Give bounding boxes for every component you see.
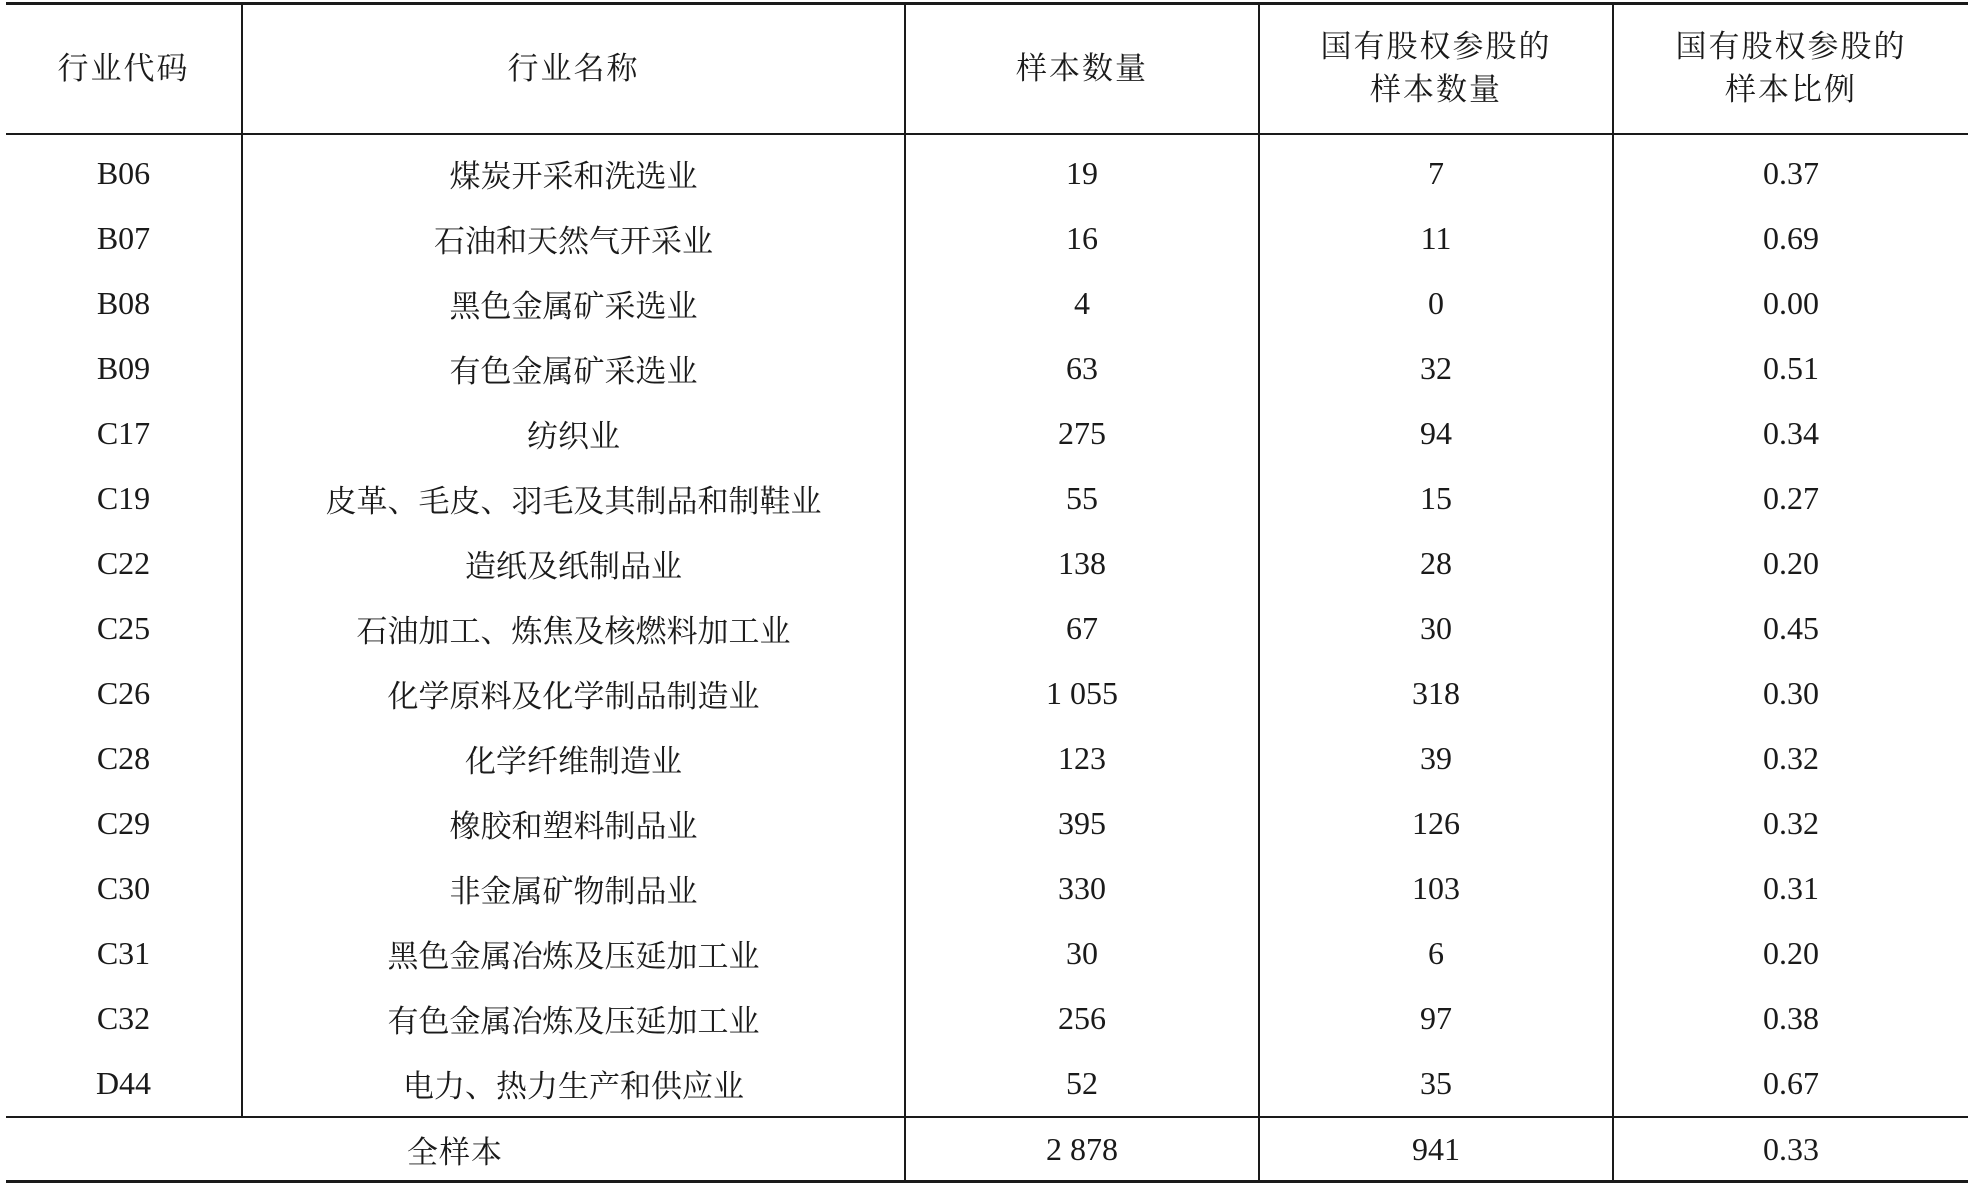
header-industry-name [242, 4, 905, 135]
table-row [6, 661, 1968, 726]
cell-sample-count: 330 [905, 856, 1259, 921]
cell-industry-name: 纺织业 [242, 401, 905, 466]
cell-industry-name: 有色金属冶炼及压延加工业 [242, 986, 905, 1051]
cell-state-equity-ratio: 0.27 [1613, 466, 1968, 531]
cell-industry-name: 有色金属矿采选业 [242, 336, 905, 401]
cell-state-equity-count: 39 [1259, 726, 1613, 791]
header-line: 样本数量 [1016, 50, 1148, 87]
cell-sample-count: 123 [905, 726, 1259, 791]
header-state-equity-count [1259, 4, 1613, 135]
cell-state-equity-count: 94 [1259, 401, 1613, 466]
cell-state-equity-ratio: 0.38 [1613, 986, 1968, 1051]
cell-industry-code: B06 [96, 155, 151, 191]
cell-state-equity-ratio: 0.00 [1613, 271, 1968, 336]
cell-industry-code: C17 [96, 415, 151, 451]
cell-industry-name: 黑色金属冶炼及压延加工业 [242, 921, 905, 986]
cell-industry-code: D44 [95, 1065, 152, 1101]
table-row [6, 1051, 1968, 1117]
cell-state-equity-ratio: 0.32 [1613, 791, 1968, 856]
cell-state-equity-count: 35 [1259, 1051, 1613, 1117]
cell-sample-count: 16 [905, 206, 1259, 271]
cell-industry-code: C26 [96, 675, 151, 711]
cell-industry-name: 化学原料及化学制品制造业 [242, 661, 905, 726]
cell-state-equity-ratio: 0.20 [1613, 921, 1968, 986]
cell-state-equity-ratio: 0.37 [1613, 134, 1968, 206]
cell-state-equity-count: 126 [1259, 791, 1613, 856]
cell-sample-count: 19 [905, 134, 1259, 206]
cell-state-equity-count: 0 [1259, 271, 1613, 336]
header-line: 行业名称 [507, 50, 640, 87]
cell-sample-count: 52 [905, 1051, 1259, 1117]
cell-industry-name: 石油加工、炼焦及核燃料加工业 [242, 596, 905, 661]
cell-sample-count: 55 [905, 466, 1259, 531]
cell-industry-name: 化学纤维制造业 [242, 726, 905, 791]
cell-industry-name: 非金属矿物制品业 [242, 856, 905, 921]
cell-industry-name: 煤炭开采和洗选业 [242, 134, 905, 206]
cell-industry-code: C32 [96, 1000, 151, 1036]
cell-sample-count: 4 [905, 271, 1259, 336]
table-row [6, 134, 1968, 206]
header-line: 行业代码 [57, 50, 190, 87]
cell-sample-count: 63 [905, 336, 1259, 401]
cell-sample-count: 256 [905, 986, 1259, 1051]
cell-state-equity-count: 30 [1259, 596, 1613, 661]
header-line: 国有股权参股的 [1320, 29, 1552, 65]
cell-state-equity-count: 32 [1259, 336, 1613, 401]
header-line: 样本数量 [1370, 72, 1502, 108]
cell-state-equity-count: 15 [1259, 466, 1613, 531]
table-row [6, 791, 1968, 856]
header-sample-count [905, 4, 1259, 135]
cell-state-equity-ratio: 0.51 [1613, 336, 1968, 401]
cell-state-equity-ratio: 0.69 [1613, 206, 1968, 271]
cell-industry-name: 电力、热力生产和供应业 [242, 1051, 905, 1117]
table-row [6, 986, 1968, 1051]
table-row [6, 531, 1968, 596]
cell-sample-count: 138 [905, 531, 1259, 596]
cell-total-state: 941 [1259, 1117, 1613, 1182]
cell-sample-count: 275 [905, 401, 1259, 466]
cell-sample-count: 395 [905, 791, 1259, 856]
table-row [6, 206, 1968, 271]
cell-industry-code: C30 [96, 870, 151, 906]
table-body [6, 134, 1968, 1182]
cell-state-equity-ratio: 0.31 [1613, 856, 1968, 921]
table-row [6, 726, 1968, 791]
header-line: 国有股权参股的 [1675, 29, 1907, 65]
table-row [6, 271, 1968, 336]
header-line: 样本比例 [1725, 72, 1857, 108]
cell-industry-name: 橡胶和塑料制品业 [242, 791, 905, 856]
cell-state-equity-ratio: 0.20 [1613, 531, 1968, 596]
cell-total-ratio: 0.33 [1613, 1117, 1968, 1182]
total-row [6, 1117, 1968, 1182]
cell-industry-code: C31 [96, 935, 151, 971]
table-row [6, 856, 1968, 921]
table-row [6, 921, 1968, 986]
cell-industry-code: B08 [96, 285, 151, 321]
cell-total-sample: 2 878 [905, 1117, 1259, 1182]
cell-industry-name: 黑色金属矿采选业 [242, 271, 905, 336]
industry-ownership-table [6, 2, 1968, 1183]
cell-industry-code: C19 [96, 480, 151, 516]
cell-industry-code: B09 [96, 350, 151, 386]
cell-state-equity-count: 318 [1259, 661, 1613, 726]
table-row [6, 466, 1968, 531]
table-row [6, 336, 1968, 401]
cell-state-equity-ratio: 0.45 [1613, 596, 1968, 661]
cell-industry-code: C28 [96, 740, 151, 776]
cell-sample-count: 1 055 [905, 661, 1259, 726]
cell-industry-name: 石油和天然气开采业 [242, 206, 905, 271]
header-state-equity-ratio [1613, 4, 1968, 135]
cell-total-label: 全样本 [6, 1117, 905, 1182]
cell-state-equity-count: 7 [1259, 134, 1613, 206]
cell-industry-name: 皮革、毛皮、羽毛及其制品和制鞋业 [242, 466, 905, 531]
cell-industry-code: B07 [96, 220, 151, 256]
cell-sample-count: 67 [905, 596, 1259, 661]
cell-state-equity-ratio: 0.32 [1613, 726, 1968, 791]
cell-state-equity-count: 28 [1259, 531, 1613, 596]
cell-state-equity-count: 11 [1259, 206, 1613, 271]
industry-table-container [6, 2, 1968, 1183]
cell-industry-code: C22 [96, 545, 151, 581]
cell-industry-name: 造纸及纸制品业 [242, 531, 905, 596]
table-row [6, 401, 1968, 466]
table-row [6, 596, 1968, 661]
cell-state-equity-ratio: 0.34 [1613, 401, 1968, 466]
cell-industry-code: C25 [96, 610, 151, 646]
cell-industry-code: C29 [96, 805, 151, 841]
table-header [6, 4, 1968, 135]
header-row [6, 4, 1968, 135]
cell-sample-count: 30 [905, 921, 1259, 986]
cell-state-equity-count: 103 [1259, 856, 1613, 921]
cell-state-equity-ratio: 0.67 [1613, 1051, 1968, 1117]
cell-state-equity-count: 97 [1259, 986, 1613, 1051]
cell-state-equity-count: 6 [1259, 921, 1613, 986]
cell-state-equity-ratio: 0.30 [1613, 661, 1968, 726]
header-industry-code [6, 4, 242, 135]
